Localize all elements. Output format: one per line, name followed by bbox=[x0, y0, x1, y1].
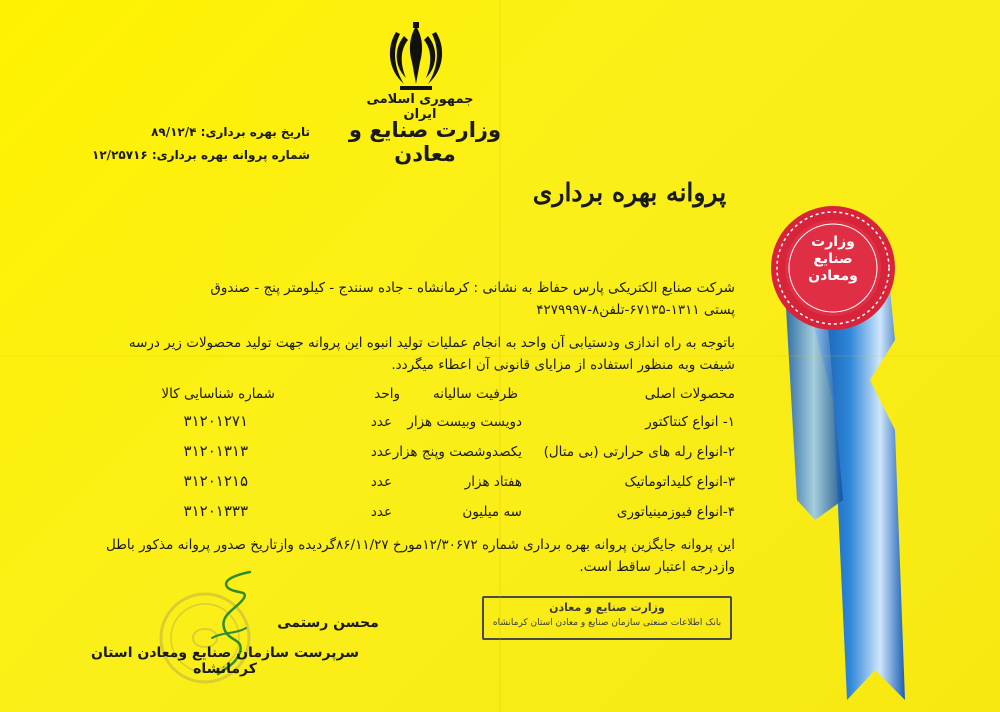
product-name: ۴-انواع فیوزمینیاتوری bbox=[616, 504, 735, 520]
product-code: ۳۱۲۰۱۲۷۱ bbox=[183, 412, 248, 430]
stamp-line: بانک اطلاعات صنعتی سازمان صنایع و معادن استان کرمانشاه bbox=[492, 618, 722, 628]
product-code: ۳۱۲۰۱۳۳۳ bbox=[183, 502, 248, 520]
product-capacity: هفتاد هزار bbox=[464, 474, 522, 490]
column-header-product: محصولات اصلی bbox=[644, 386, 735, 402]
signatory-name: محسن رستمی bbox=[277, 615, 379, 631]
rosette-line: ومعادن bbox=[808, 268, 858, 284]
postal-phone-line: پستی ۱۳۱۱-۶۷۱۳۵-تلفن۸-۴۲۷۹۹۹۷ bbox=[536, 302, 735, 318]
license-text-line: شیفت وبه منظور استفاده از مزایای قانونی آن اعطاء میگردد. bbox=[391, 357, 735, 373]
product-capacity: دویست وبیست هزار bbox=[407, 414, 522, 430]
product-unit: عدد bbox=[370, 504, 392, 520]
document-title: پروانه بهره برداری bbox=[532, 178, 727, 207]
product-capacity: یکصدوشصت وپنج هزار bbox=[392, 444, 522, 460]
column-header-unit: واحد bbox=[374, 386, 400, 402]
office-stamp bbox=[482, 596, 732, 640]
product-unit: عدد bbox=[370, 474, 392, 490]
rosette-line: وزارت bbox=[811, 234, 855, 250]
replacement-note: این پروانه جایگزین پروانه بهره برداری شماره ۱۲/۳۰۶۷۲مورخ ۸۶/۱۱/۲۷گردیده وازتاریخ صدور پروانه مذکور باطل bbox=[105, 537, 735, 553]
column-header-code: شماره شناسایی کالا bbox=[161, 386, 275, 402]
ministry-name: وزارت صنایع و معادن bbox=[348, 118, 502, 166]
iran-emblem-icon bbox=[386, 22, 446, 94]
stamp-line: وزارت صنایع و معادن bbox=[549, 601, 665, 614]
country-name: جمهوری اسلامی ایران bbox=[366, 92, 474, 122]
product-unit: عدد bbox=[370, 444, 392, 460]
signatory-title: سرپرست سازمان صنایع ومعادن استان کرمانشاه bbox=[91, 645, 359, 677]
product-name: ۲-انواع رله های حرارتی (بی متال) bbox=[543, 444, 735, 460]
product-capacity: سه میلیون bbox=[462, 504, 522, 520]
product-code: ۳۱۲۰۱۳۱۳ bbox=[183, 442, 248, 460]
product-unit: عدد bbox=[370, 414, 392, 430]
product-name: ۳-انواع کلیداتوماتیک bbox=[624, 474, 735, 490]
product-name: ۱- انواع کنتاکتور bbox=[645, 414, 735, 430]
rosette-label bbox=[773, 234, 893, 285]
issue-date: تاریخ بهره برداری: ۸۹/۱۲/۴ bbox=[151, 125, 310, 139]
column-header-capacity: ظرفیت سالیانه bbox=[433, 386, 518, 402]
license-number: شماره پروانه بهره برداری: ۱۲/۲۵۷۱۶ bbox=[92, 148, 310, 162]
rosette-line: صنایع bbox=[813, 251, 853, 267]
license-text-line: باتوجه به راه اندازی ودستیابی آن واحد به انجام عملیات تولید انبوه این پروانه جهت تولید محصولات زیر درسه bbox=[128, 335, 735, 351]
product-code: ۳۱۲۰۱۲۱۵ bbox=[183, 472, 248, 490]
replacement-note: وازدرجه اعتبار ساقط است. bbox=[579, 559, 735, 575]
company-address-line: شرکت صنایع الکتریکی پارس حفاظ به نشانی : کرمانشاه - جاده سنندج - کیلومتر پنج - صندوق bbox=[210, 280, 735, 296]
